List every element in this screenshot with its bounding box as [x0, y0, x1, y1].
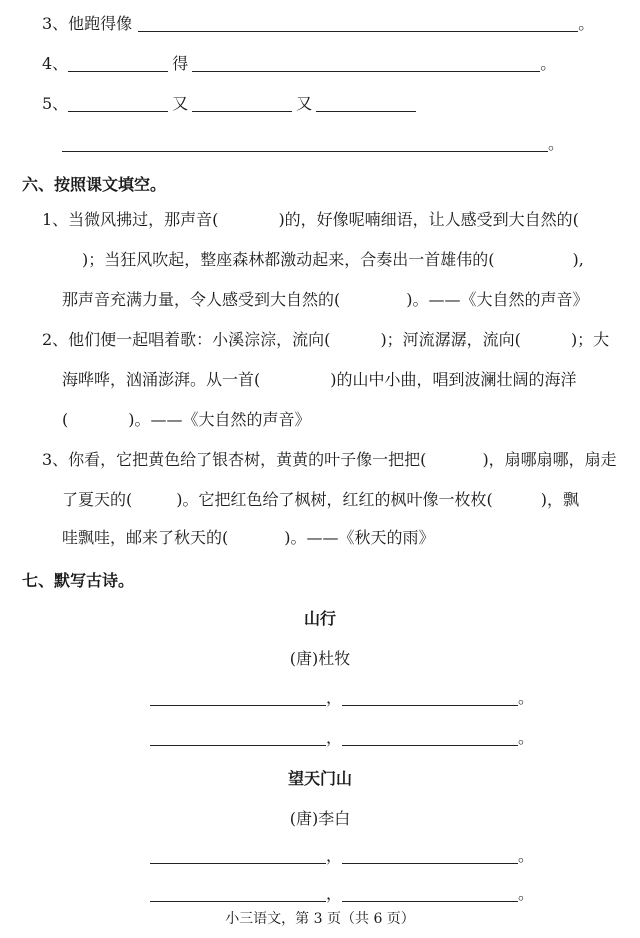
poem-2-blank-1[interactable] — [150, 847, 326, 864]
q6-2-l1b: )；河流潺潺，流向( — [380, 330, 521, 349]
q6-1-l2b: ), — [572, 250, 584, 269]
q6-3-l2c: )，飘 — [540, 490, 579, 509]
q5-3-line — [42, 14, 594, 34]
poem-2-blank-2[interactable] — [342, 847, 518, 864]
q6-3-line1 — [42, 450, 617, 470]
poem-2-comma-1: ， — [326, 846, 343, 865]
q6-3-l2a: 了夏天的( — [62, 490, 133, 509]
poem-1-period-1: 。 — [518, 688, 535, 707]
q5-4-end: 。 — [540, 54, 557, 73]
poem-2-author: (唐)李白 — [289, 809, 351, 828]
q5-5-you1: 又 — [172, 94, 189, 113]
q6-1-line1 — [42, 210, 579, 230]
q5-5-line — [42, 94, 416, 114]
poem-1-comma-2: ， — [326, 728, 343, 747]
q5-3-end: 。 — [578, 14, 595, 33]
q6-3-l2b: )。它把红色给了枫树，红红的枫叶像一枚枚( — [176, 490, 493, 509]
poem-2-line-1 — [150, 846, 534, 866]
q6-2-line2 — [62, 370, 577, 390]
section-7-heading: 七、默写古诗。 — [22, 571, 135, 590]
q5-4-mid: 得 — [172, 54, 189, 73]
q5-4-blank-a[interactable] — [68, 55, 168, 72]
poem-1-blank-1[interactable] — [150, 689, 326, 706]
q6-2-l1c: )；大 — [570, 330, 610, 349]
q6-3-line2 — [62, 490, 579, 510]
q5-5-num: 5、 — [42, 94, 69, 113]
poem-1-blank-2[interactable] — [342, 689, 518, 706]
q6-3-l1b: )，扇哪扇哪，扇走 — [482, 450, 617, 469]
poem-2-blank-4[interactable] — [342, 885, 518, 902]
poem-1-comma-1: ， — [326, 688, 343, 707]
poem-1-period-2: 。 — [518, 728, 535, 747]
q6-2-l3a: ( — [62, 410, 69, 429]
q6-2-l2b: )的山中小曲，唱到波澜壮阔的海洋 — [330, 370, 577, 389]
q5-3-text: 3、他跑得像 — [42, 14, 133, 33]
q6-1-l1b: )的，好像呢喃细语，让人感受到大自然的( — [278, 210, 579, 229]
q6-1-l3b: )。——《大自然的声音》 — [406, 290, 589, 309]
page-footer: 小三语文，第 3 页（共 6 页） — [225, 911, 415, 927]
q5-5-blank-d[interactable] — [62, 135, 548, 152]
q6-3-line3 — [62, 528, 435, 548]
q6-1-l2a: )；当狂风吹起，整座森林都激动起来，合奏出一首雄伟的( — [82, 250, 495, 269]
q5-4-num: 4、 — [42, 54, 69, 73]
poem-2-line-2 — [150, 884, 534, 904]
q5-3-blank[interactable] — [138, 15, 578, 32]
q5-5-you2: 又 — [296, 94, 313, 113]
q5-5-blank-b[interactable] — [192, 95, 292, 112]
q6-2-l3b: )。——《大自然的声音》 — [128, 410, 311, 429]
poem-1-title: 山行 — [303, 609, 336, 628]
q5-5-line2 — [62, 134, 564, 154]
poem-1-author: (唐)杜牧 — [289, 649, 351, 668]
q6-3-l1a: 3、你看，它把黄色给了银杏树，黄黄的叶子像一把把( — [42, 450, 427, 469]
section-6-heading: 六、按照课文填空。 — [22, 175, 167, 194]
poem-1-blank-4[interactable] — [342, 729, 518, 746]
q5-4-line — [42, 54, 556, 74]
poem-2-period-2: 。 — [518, 884, 535, 903]
q6-1-line2 — [62, 250, 584, 270]
poem-1-blank-3[interactable] — [150, 729, 326, 746]
q6-1-l1a: 1、当微风拂过，那声音( — [42, 210, 219, 229]
q6-2-line3 — [62, 410, 311, 430]
q6-1-line3 — [62, 290, 589, 310]
q5-5-end: 。 — [548, 134, 565, 153]
q6-2-l1a: 2、他们便一起唱着歌：小溪淙淙，流向( — [42, 330, 331, 349]
q6-1-l3a: 那声音充满力量，令人感受到大自然的( — [62, 290, 341, 309]
poem-1-line-2 — [150, 728, 534, 748]
q5-5-blank-c[interactable] — [316, 95, 416, 112]
poem-1-line-1 — [150, 688, 534, 708]
q6-3-l3b: )。——《秋天的雨》 — [284, 528, 435, 547]
q6-2-line1 — [42, 330, 609, 350]
poem-2-period-1: 。 — [518, 846, 535, 865]
poem-2-comma-2: ， — [326, 884, 343, 903]
q6-3-l3a: 哇飘哇，邮来了秋天的( — [62, 528, 229, 547]
q6-2-l2a: 海哗哗，汹涌澎湃。从一首( — [62, 370, 261, 389]
q5-5-blank-a[interactable] — [68, 95, 168, 112]
poem-2-title: 望天门山 — [287, 769, 352, 788]
poem-2-blank-3[interactable] — [150, 885, 326, 902]
q5-4-blank-b[interactable] — [192, 55, 540, 72]
